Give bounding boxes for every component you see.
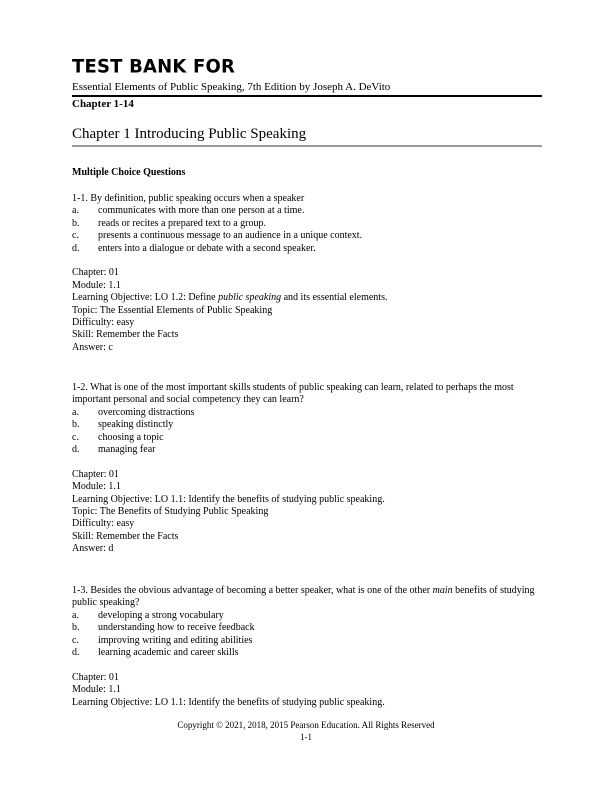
answer-option: a. communicates with more than one person at a time. xyxy=(72,205,305,217)
header-rule xyxy=(72,95,542,97)
meta-difficulty: Difficulty: easy xyxy=(72,317,135,329)
answer-option: c. improving writing and editing abilities xyxy=(72,634,253,646)
meta-chapter: Chapter: 01 xyxy=(72,267,119,279)
section-title: Multiple Choice Questions xyxy=(72,167,186,178)
chapter-range: Chapter 1-14 xyxy=(72,98,134,110)
chapter-title: Chapter 1 Introducing Public Speaking xyxy=(72,126,307,142)
answer-option: b. understanding how to receive feedback xyxy=(72,622,255,634)
answer-option: d. enters into a dialogue or debate with a second speaker. xyxy=(72,242,316,254)
meta-objective: Learning Objective: LO 1.1: Identify the benefits of studying public speaking. xyxy=(72,696,385,708)
question-stem: 1-3. Besides the obvious advantage of becoming a better speaker, what is one of the other main benefits of studying public speaking? xyxy=(72,585,535,609)
meta-chapter: Chapter: 01 xyxy=(72,468,119,480)
meta-chapter: Chapter: 01 xyxy=(72,671,119,683)
question-1 xyxy=(72,193,540,354)
book-subtitle: Essential Elements of Public Speaking, 7th Edition by Joseph A. DeVito xyxy=(72,81,391,93)
meta-module: Module: 1.1 xyxy=(72,684,121,696)
page-number: 1-1 xyxy=(300,732,312,742)
meta-module: Module: 1.1 xyxy=(72,481,121,493)
answer-option: a. overcoming distractions xyxy=(72,406,195,418)
answer-option: a. developing a strong vocabulary xyxy=(72,609,224,621)
question-3 xyxy=(72,585,540,709)
answer-option: d. learning academic and career skills xyxy=(72,647,239,659)
meta-topic: Topic: The Essential Elements of Public Speaking xyxy=(72,304,273,316)
answer-option: b. speaking distinctly xyxy=(72,419,174,431)
meta-objective: Learning Objective: LO 1.1: Identify the benefits of studying public speaking. xyxy=(72,493,385,505)
meta-skill: Skill: Remember the Facts xyxy=(72,530,179,542)
copyright-footer: Copyright © 2021, 2018, 2015 Pearson Education. All Rights Reserved xyxy=(177,720,435,730)
question-stem: 1-2. What is one of the most important skills students of public speaking can learn, related to perhaps the most important personal and social competency they can learn? xyxy=(72,382,514,406)
answer-option: c. presents a continuous message to an audience in a unique context. xyxy=(72,230,363,242)
chapter-rule xyxy=(72,145,542,147)
meta-topic: Topic: The Benefits of Studying Public Speaking xyxy=(72,506,269,518)
meta-answer: Answer: d xyxy=(72,543,114,555)
answer-option: d. managing fear xyxy=(72,444,156,456)
meta-skill: Skill: Remember the Facts xyxy=(72,329,179,341)
question-2 xyxy=(72,382,540,556)
test-bank-title: TEST BANK FOR xyxy=(72,55,236,78)
meta-answer: Answer: c xyxy=(72,341,113,353)
meta-difficulty: Difficulty: easy xyxy=(72,518,135,530)
meta-module: Module: 1.1 xyxy=(72,279,121,291)
question-stem: 1-1. By definition, public speaking occurs when a speaker xyxy=(72,193,305,204)
answer-option: b. reads or recites a prepared text to a group. xyxy=(72,217,266,229)
answer-option: c. choosing a topic xyxy=(72,431,164,443)
meta-objective: Learning Objective: LO 1.2: Define public speaking and its essential elements. xyxy=(72,292,388,304)
